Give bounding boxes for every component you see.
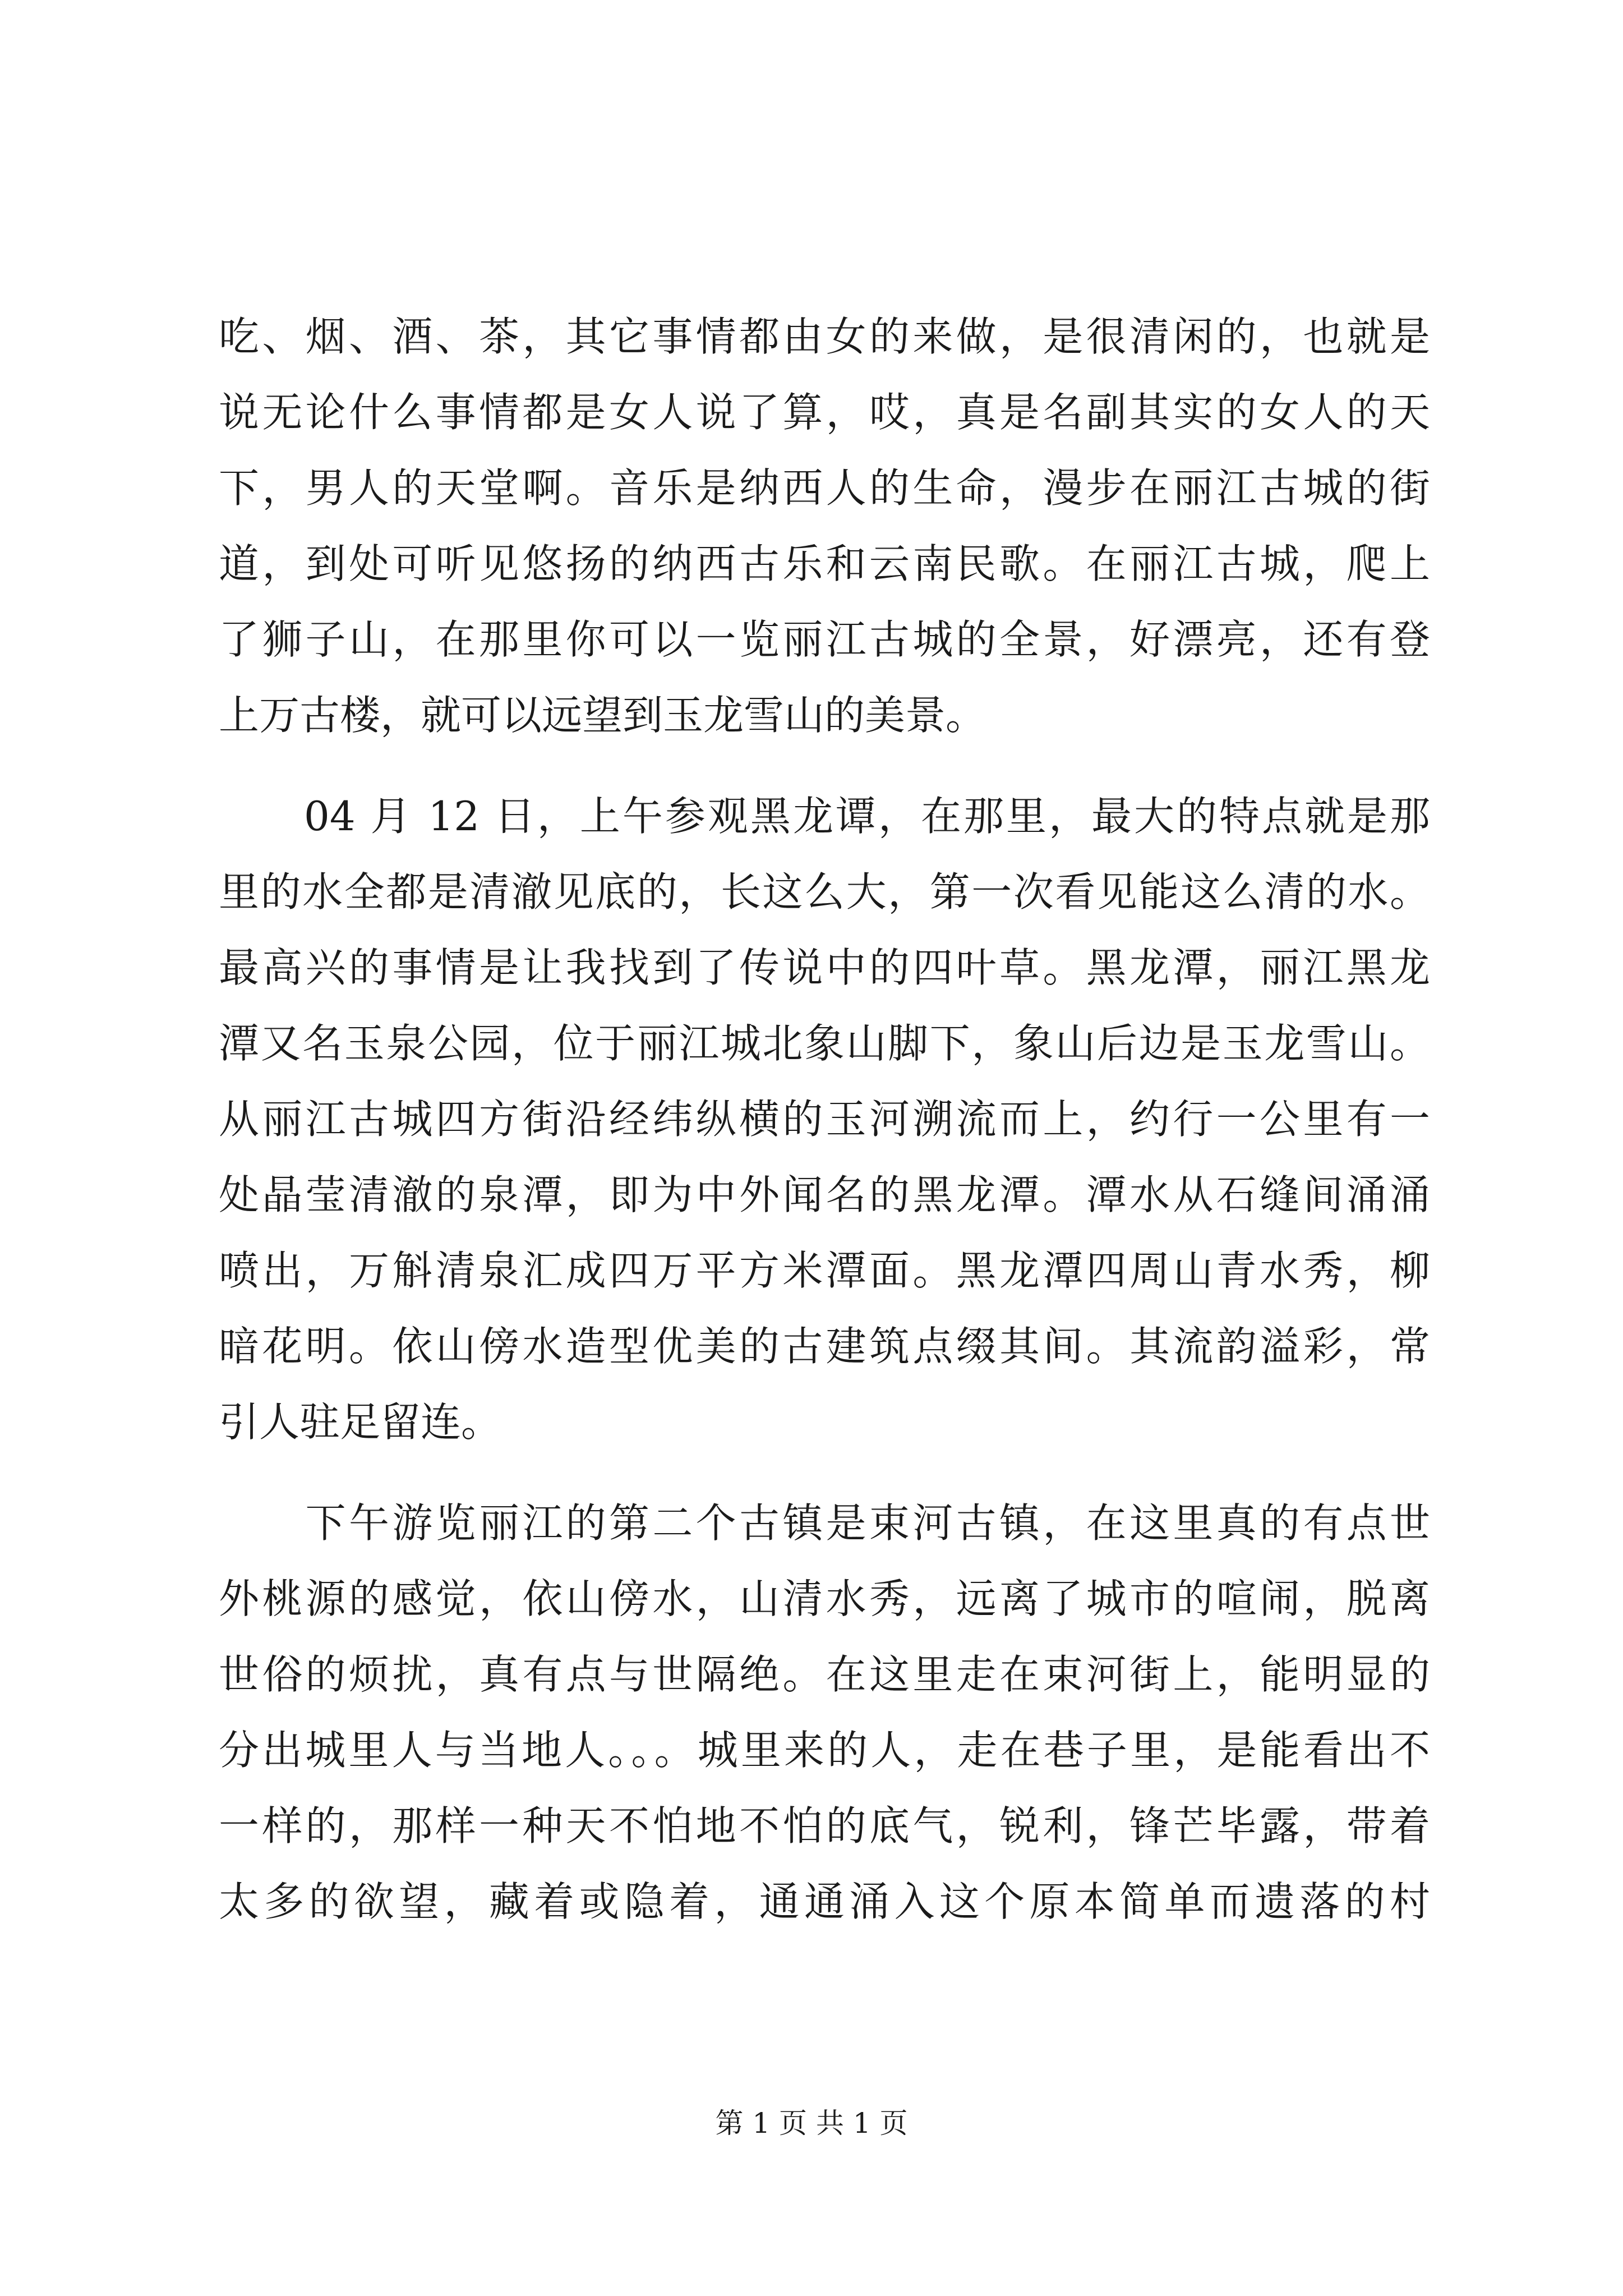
text-line: 说无论什么事情都是女人说了算，哎，真是名副其实的女人的天 — [219, 389, 1430, 436]
text-line: 处晶莹清澈的泉潭，即为中外闻名的黑龙潭。潭水从石缝间涌涌 — [219, 1171, 1430, 1218]
text-line: 世俗的烦扰，真有点与世隔绝。在这里走在束河街上，能明显的 — [219, 1651, 1430, 1698]
text-line: 暗花明。依山傍水造型优美的古建筑点缀其间。其流韵溢彩，常 — [219, 1323, 1430, 1370]
paragraph-start-line: 04 月 12 日，上午参观黑龙谭，在那里，最大的特点就是那 — [219, 793, 1430, 840]
text-line: 外桃源的感觉，依山傍水，山清水秀，远离了城市的喧闹，脱离 — [219, 1575, 1430, 1622]
text-line: 喷出，万斛清泉汇成四万平方米潭面。黑龙潭四周山青水秀，柳 — [219, 1247, 1430, 1294]
text-line: 吃、烟、酒、茶，其它事情都由女的来做，是很清闲的，也就是 — [219, 313, 1430, 360]
text-line: 上万古楼，就可以远望到玉龙雪山的美景。 — [219, 692, 986, 739]
text-line: 最高兴的事情是让我找到了传说中的四叶草。黑龙潭，丽江黑龙 — [219, 944, 1430, 991]
text-line: 分出城里人与当地人。。。城里来的人，走在巷子里，是能看出不 — [219, 1727, 1430, 1774]
text-line: 道，到处可听见悠扬的纳西古乐和云南民歌。在丽江古城，爬上 — [219, 540, 1430, 587]
text-line: 一样的，那样一种天不怕地不怕的底气，锐利，锋芒毕露，带着 — [219, 1802, 1430, 1849]
text-line: 里的水全都是清澈见底的，长这么大，第一次看见能这么清的水。 — [219, 868, 1430, 915]
text-line: 太多的欲望，藏着或隐着，通通涌入这个原本简单而遗落的村 — [219, 1878, 1430, 1925]
page-footer: 第 1 页 共 1 页 — [715, 2107, 908, 2139]
text-line: 引人驻足留连。 — [219, 1398, 502, 1446]
text-line: 潭又名玉泉公园，位于丽江城北象山脚下，象山后边是玉龙雪山。 — [219, 1020, 1430, 1067]
text-line: 下，男人的天堂啊。音乐是纳西人的生命，漫步在丽江古城的街 — [219, 464, 1430, 512]
paragraph-start-line: 下午游览丽江的第二个古镇是束河古镇，在这里真的有点世 — [219, 1499, 1430, 1547]
text-line: 从丽江古城四方街沿经纬纵横的玉河溯流而上，约行一公里有一 — [219, 1096, 1430, 1143]
text-line: 了狮子山，在那里你可以一览丽江古城的全景，好漂亮，还有登 — [219, 616, 1430, 663]
